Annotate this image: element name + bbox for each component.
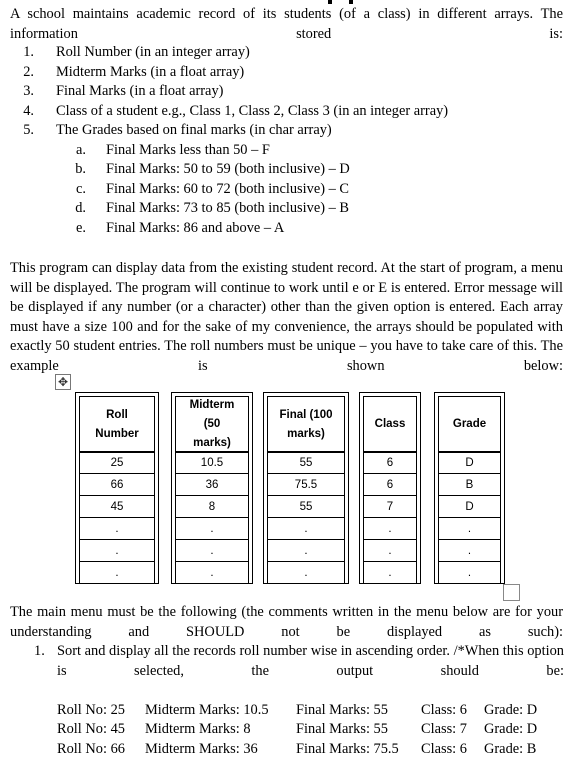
menu-item-number: 1.: [34, 643, 45, 659]
table-cell: .: [79, 562, 155, 584]
sublist-letter: e.: [76, 220, 86, 236]
table-cell: 8: [175, 496, 249, 518]
menu-item-text-content: Sort and display all the records roll number wise in ascending order. /*When this option is selected, the output should be:: [57, 643, 564, 679]
list-text: Midterm Marks (in a float array): [56, 64, 245, 80]
list-number: 2.: [23, 64, 34, 80]
output-class: Class: 6: [421, 702, 467, 718]
output-class: Class: 6: [421, 741, 467, 757]
table-header: Roll Number: [79, 396, 155, 453]
table-cell: 75.5: [267, 474, 345, 496]
menu-intro: [10, 603, 563, 642]
table-cell: B: [438, 474, 501, 496]
list-text: Final Marks (in a float array): [56, 83, 224, 99]
table-cell: D: [438, 451, 501, 474]
sublist-text: Final Marks: 86 and above – A: [106, 220, 285, 236]
table-header: Class: [363, 396, 417, 453]
output-grade: Grade: D: [484, 702, 538, 718]
sublist-text: Final Marks: 50 to 59 (both inclusive) – D: [106, 161, 350, 177]
list-number: 4.: [23, 103, 34, 119]
resize-square-icon[interactable]: [503, 584, 520, 601]
output-final: Final Marks: 55: [296, 702, 388, 718]
move-cross-icon[interactable]: ✥: [55, 374, 71, 390]
table-header: Grade: [438, 396, 501, 453]
output-final: Final Marks: 55: [296, 721, 388, 737]
table-cell: 55: [267, 496, 345, 518]
list-number: 5.: [23, 122, 34, 138]
sublist-text: Final Marks: 73 to 85 (both inclusive) – B: [106, 200, 350, 216]
table-class: [359, 392, 421, 584]
table-cell: .: [363, 562, 417, 584]
table-roll-number: [75, 392, 159, 584]
output-grade: Grade: B: [484, 741, 537, 757]
program-description-text: This program can display data from the existing student record. At the start of program, a menu will be displayed. The program will continue to work until e or E is entered. Error message will be displayed if any number (or a character) other than the given option is entered. Each array must have a size 100 and for the sake of my convenience, the arrays should be populated with exactly 50 student entries. The roll numbers must be unique – you have to take care of this. The example is shown below:: [10, 260, 563, 374]
clipped-glyph: [328, 0, 332, 4]
output-midterm: Midterm Marks: 10.5: [145, 702, 269, 718]
sublist-letter: d.: [75, 200, 86, 216]
output-grade: Grade: D: [484, 721, 538, 737]
table-cell: 10.5: [175, 451, 249, 474]
sublist-text: Final Marks less than 50 – F: [106, 142, 270, 158]
table-cell: .: [363, 518, 417, 540]
table-cell: .: [438, 540, 501, 562]
table-cell: .: [267, 518, 345, 540]
table-cell: D: [438, 496, 501, 518]
table-cell: 36: [175, 474, 249, 496]
table-cell: .: [438, 518, 501, 540]
output-midterm: Midterm Marks: 8: [145, 721, 251, 737]
table-cell: .: [267, 562, 345, 584]
output-midterm: Midterm Marks: 36: [145, 741, 258, 757]
output-roll: Roll No: 66: [57, 741, 125, 757]
table-cell: .: [175, 562, 249, 584]
table-cell: .: [267, 540, 345, 562]
table-cell: .: [363, 540, 417, 562]
table-cell: 6: [363, 474, 417, 496]
sublist-letter: b.: [75, 161, 86, 177]
table-midterm: [171, 392, 253, 584]
output-final: Final Marks: 75.5: [296, 741, 399, 757]
table-final: [263, 392, 349, 584]
sublist-letter: c.: [76, 181, 86, 197]
table-cell: .: [79, 540, 155, 562]
list-text: Class of a student e.g., Class 1, Class 2, Class 3 (in an integer array): [56, 103, 449, 119]
output-roll: Roll No: 25: [57, 702, 125, 718]
table-cell: 25: [79, 451, 155, 474]
intro-paragraph: [10, 5, 563, 44]
clipped-glyph: [349, 0, 353, 4]
output-roll: Roll No: 45: [57, 721, 125, 737]
table-cell: 55: [267, 451, 345, 474]
list-number: 1.: [23, 44, 34, 60]
program-description: [10, 259, 563, 376]
sublist-text: Final Marks: 60 to 72 (both inclusive) – C: [106, 181, 350, 197]
output-class: Class: 7: [421, 721, 467, 737]
table-header: Midterm (50 marks): [175, 396, 249, 453]
sublist-letter: a.: [76, 142, 86, 158]
menu-intro-text: The main menu must be the following (the comments written in the menu below are for your understanding and SHOULD not be displayed as such):: [10, 604, 563, 640]
table-cell: .: [175, 540, 249, 562]
table-cell: .: [79, 518, 155, 540]
table-cell: 7: [363, 496, 417, 518]
table-cell: .: [438, 562, 501, 584]
table-cell: 6: [363, 451, 417, 474]
table-cell: 66: [79, 474, 155, 496]
table-header: Final (100 marks): [267, 396, 345, 453]
table-grade: [434, 392, 505, 584]
list-text: Roll Number (in an integer array): [56, 44, 250, 60]
intro-text: A school maintains academic record of its students (of a class) in different arrays. The information stored is:: [10, 6, 563, 42]
menu-item-text: [57, 642, 564, 681]
table-cell: .: [175, 518, 249, 540]
list-text: The Grades based on final marks (in char array): [56, 122, 332, 138]
table-cell: 45: [79, 496, 155, 518]
list-number: 3.: [23, 83, 34, 99]
